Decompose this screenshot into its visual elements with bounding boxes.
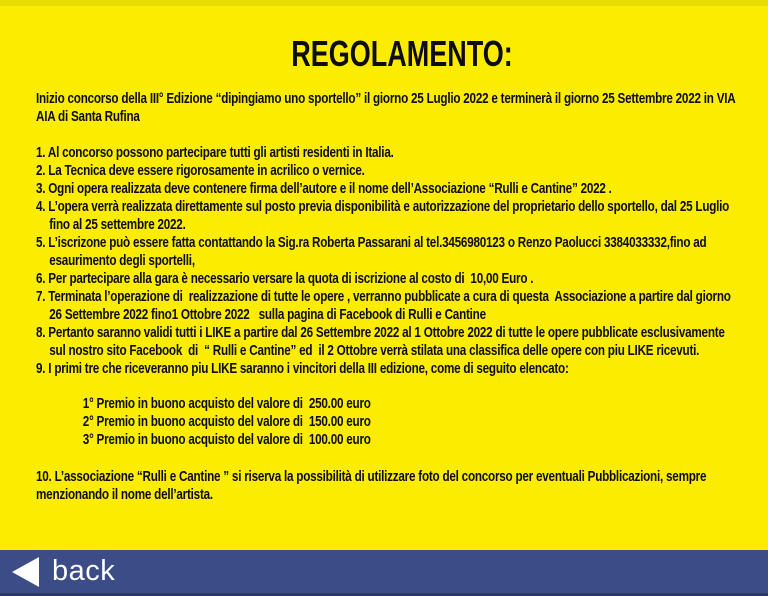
back-button-label: back — [52, 555, 116, 587]
footer-bar — [0, 550, 768, 596]
rule-item-9: 9. I primi tre che riceveranno piu LIKE saranno i vincitori della III edizione, come di seguito elencato: — [36, 360, 569, 377]
rule-item-1: 1. Al concorso possono partecipare tutti gli artisti residenti in Italia. — [36, 144, 394, 161]
rule-item-7: 7. Terminata l’operazione di realizzazione di tutte le opere , verranno pubblicate a cura di questa Associazione a partire dal giorno 26 Settembre 2022 fino1 Ottobre 2022 sulla pagina di Facebook di Rulli e Cantine — [36, 288, 734, 323]
intro-paragraph: Inizio concorso della III° Edizione “dipingiamo uno sportello” il giorno 25 Luglio 2022 e terminerà il giorno 25 Settembre 2022 in VIA AIA di Santa Rufina — [36, 90, 738, 125]
rules-text-block — [36, 90, 738, 504]
rule-item-2: 2. La Tecnica deve essere rigorosamente in acrilico o vernice. — [36, 162, 365, 179]
back-button[interactable] — [0, 557, 115, 587]
rule-item-5: 5. L’iscrizone può essere fatta contattando la Sig.ra Roberta Passarani al tel.3456980123 o Renzo Paolucci 3384033332,fino ad esaurimento degli sportelli, — [36, 234, 710, 269]
closing-paragraph: 10. L’associazione “Rulli e Cantine ” si riserva la possibilità di utilizzare foto del concorso per eventuali Pubblicazioni, sempre menzionando il nome dell’artista. — [36, 468, 710, 503]
content-area — [0, 34, 768, 504]
prize-list — [83, 395, 738, 449]
rule-item-6: 6. Per partecipare alla gara è necessario versare la quota di iscrizione al costo di 10,00 Euro . — [36, 270, 534, 287]
rules-list — [36, 144, 738, 378]
prize-item-2: 2° Premio in buono acquisto del valore di 150.00 euro — [82, 413, 371, 430]
page-title: REGOLAMENTO: — [291, 33, 513, 74]
rule-item-8: 8. Pertanto saranno validi tutti i LIKE a partire dal 26 Settembre 2022 al 1 Ottobre 2022 di tutte le opere pubblicate esclusivamente sul nostro sito Facebook di “ Rulli e Cantine” ed il 2 Ottobre verrà stilata una classifica delle opere con piu LIKE ricevuti. — [36, 324, 728, 359]
left-triangle-icon — [12, 557, 39, 587]
rule-item-4: 4. L’opera verrà realizzata direttamente sul posto previa disponibilità e autorizzazione del proprietario dello sportello, dal 25 Luglio fino al 25 settembre 2022. — [36, 198, 733, 233]
prize-item-1: 1° Premio in buono acquisto del valore di 250.00 euro — [82, 395, 371, 412]
prize-item-3: 3° Premio in buono acquisto del valore di 100.00 euro — [82, 431, 371, 448]
top-strip — [0, 0, 768, 6]
rule-item-3: 3. Ogni opera realizzata deve contenere firma dell’autore e il nome dell’Associazione “Rulli e Cantine” 2022 . — [36, 180, 612, 197]
